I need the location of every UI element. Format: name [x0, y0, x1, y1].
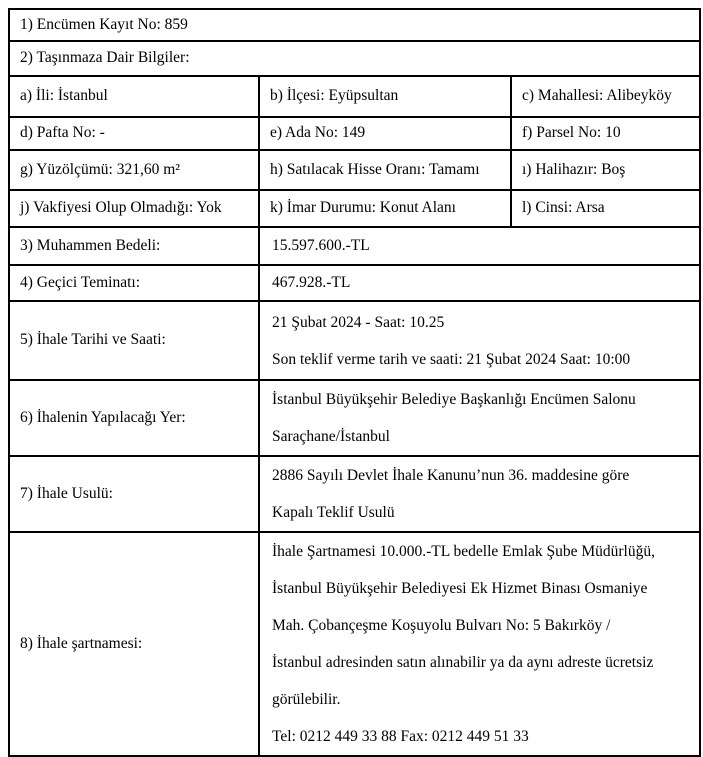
- ihale-usulu-label-text: 7) İhale Usulü:: [20, 484, 113, 502]
- vakfiyesi-text: j) Vakfiyesi Olup Olmadığı: Yok: [20, 199, 222, 217]
- table-row: [9, 456, 700, 532]
- cell-cinsi: [511, 190, 700, 227]
- ilcesi-text: b) İlçesi: Eyüpsultan: [270, 87, 399, 105]
- cell-ada-no: [259, 117, 511, 150]
- cell-yapilacagi-yer-label: [9, 380, 259, 456]
- cell-ihale-tarihi-value: [259, 301, 700, 380]
- cell-yuzolcumu: [9, 150, 259, 190]
- ihale-sartnamesi-line-1: İhale Şartnamesi 10.000.-TL bedelle Emlak Şube Müdürlüğü,: [272, 543, 655, 560]
- yapilacagi-yer-label-text: 6) İhalenin Yapılacağı Yer:: [20, 408, 186, 426]
- ihale-tarihi-line-2: Son teklif verme tarih ve saati: 21 Şubat 2024 Saat: 10:00: [272, 350, 631, 368]
- ihale-tarihi-line-1: 21 Şubat 2024 - Saat: 10.25: [272, 313, 445, 331]
- table-row: [9, 41, 700, 76]
- ili-text: a) İli: İstanbul: [20, 87, 108, 105]
- cell-parsel-no: [511, 117, 700, 150]
- cell-ihale-sartnamesi-label: [9, 532, 259, 756]
- cell-encumen-kayit-no: [9, 9, 700, 41]
- ihale-sartnamesi-line-3: Mah. Çobançeşme Koşuyolu Bulvarı No: 5 Bakırköy /: [272, 617, 611, 634]
- cell-gecici-teminati-value: [259, 265, 700, 301]
- cell-imar-durumu: [259, 190, 511, 227]
- cell-gecici-teminati-label: [9, 265, 259, 301]
- ihale-usulu-line-2: Kapalı Teklif Usulü: [272, 504, 395, 521]
- table-row: [9, 190, 700, 227]
- table-row: [9, 301, 700, 380]
- ihale-sartnamesi-label-text: 8) İhale şartnamesi:: [20, 634, 143, 652]
- cell-muhammen-bedeli-value: [259, 227, 700, 265]
- cell-tasinmaza-dair-bilgiler: [9, 41, 700, 76]
- ihale-tarihi-label-text: 5) İhale Tarihi ve Saati:: [20, 331, 166, 349]
- cell-ihale-usulu-value: [259, 456, 700, 532]
- table-row: [9, 9, 700, 41]
- encumen-kayit-no-text: 1) Encümen Kayıt No: 859: [20, 15, 188, 33]
- ada-no-text: e) Ada No: 149: [270, 124, 366, 142]
- muhammen-bedeli-label-text: 3) Muhammen Bedeli:: [20, 236, 161, 254]
- halihazir-text: ı) Halihazır: Boş: [522, 160, 626, 178]
- gecici-teminati-value-text: 467.928.-TL: [272, 273, 351, 291]
- cell-ihale-usulu-label: [9, 456, 259, 532]
- table-row: [9, 380, 700, 456]
- cell-muhammen-bedeli-label: [9, 227, 259, 265]
- mahallesi-text: c) Mahallesi: Alibeyköy: [522, 87, 672, 105]
- cell-ili: [9, 76, 259, 117]
- ihale-sartnamesi-line-4: İstanbul adresinden satın alınabilir ya da aynı adreste ücretsiz: [272, 654, 654, 671]
- cinsi-text: l) Cinsi: Arsa: [522, 199, 605, 217]
- ihale-announcement-table: [8, 8, 701, 757]
- imar-durumu-text: k) İmar Durumu: Konut Alanı: [270, 199, 456, 217]
- gecici-teminati-label-text: 4) Geçici Teminatı:: [20, 273, 141, 291]
- cell-vakfiyesi: [9, 190, 259, 227]
- table-row: [9, 117, 700, 150]
- table-row: [9, 265, 700, 301]
- cell-yapilacagi-yer-value: [259, 380, 700, 456]
- table-row: [9, 227, 700, 265]
- yuzolcumu-text: g) Yüzölçümü: 321,60 m²: [20, 160, 180, 178]
- ihale-sartnamesi-line-6: Tel: 0212 449 33 88 Fax: 0212 449 51 33: [272, 728, 529, 745]
- tasinmaza-dair-bilgiler-text: 2) Taşınmaza Dair Bilgiler:: [20, 49, 190, 67]
- cell-ihale-sartnamesi-value: [259, 532, 700, 756]
- yapilacagi-yer-line-2: Saraçhane/İstanbul: [272, 428, 390, 445]
- ihale-usulu-line-1: 2886 Sayılı Devlet İhale Kanunu’nun 36. maddesine göre: [272, 467, 630, 484]
- cell-pafta-no: [9, 117, 259, 150]
- cell-ilcesi: [259, 76, 511, 117]
- ihale-sartnamesi-line-2: İstanbul Büyükşehir Belediyesi Ek Hizmet Binası Osmaniye: [272, 580, 648, 597]
- table-row: [9, 532, 700, 756]
- yapilacagi-yer-line-1: İstanbul Büyükşehir Belediye Başkanlığı Encümen Salonu: [272, 391, 636, 408]
- cell-ihale-tarihi-label: [9, 301, 259, 380]
- cell-mahallesi: [511, 76, 700, 117]
- satilacak-hisse-orani-text: h) Satılacak Hisse Oranı: Tamamı: [270, 160, 480, 178]
- pafta-no-text: d) Pafta No: -: [20, 124, 105, 142]
- table-row: [9, 150, 700, 190]
- cell-halihazir: [511, 150, 700, 190]
- muhammen-bedeli-value-text: 15.597.600.-TL: [272, 236, 370, 254]
- ihale-sartnamesi-line-5: görülebilir.: [272, 691, 341, 708]
- parsel-no-text: f) Parsel No: 10: [522, 124, 621, 142]
- cell-satilacak-hisse-orani: [259, 150, 511, 190]
- table-row: [9, 76, 700, 117]
